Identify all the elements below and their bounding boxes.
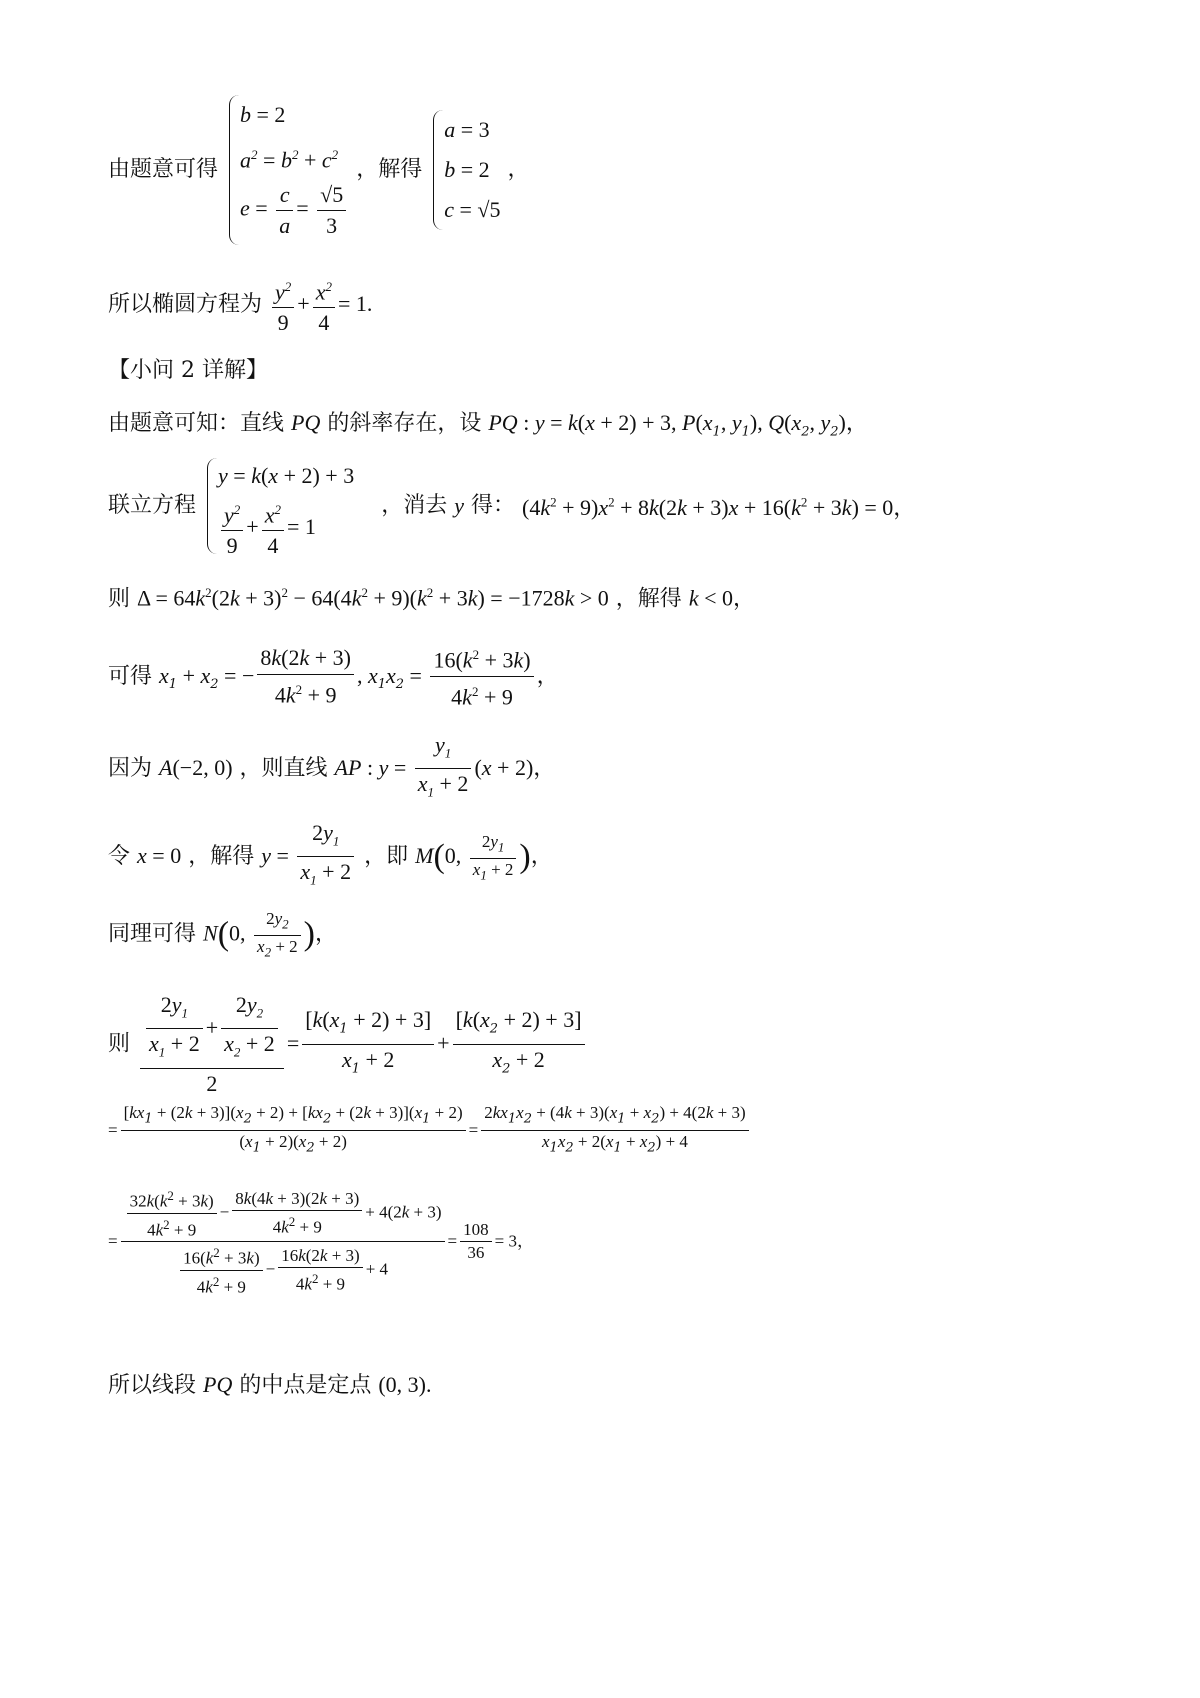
system-2: a = 3 b = 2 c = √5 (433, 110, 500, 230)
text-l10-prefix: 同理可得 (108, 921, 197, 947)
text-l4-mid: 的斜率存在，设 (327, 411, 482, 436)
text-l14-prefix: 所以线段 (108, 1373, 197, 1398)
text-l9-mid: ，解得 (188, 843, 255, 869)
system-1: b = 2 $a^2 = b^2 + c^2$ e = $\frac{c}{a}$ = $\frac{√5}{3}$ (229, 95, 349, 245)
text-l7-prefix: 可得 (108, 663, 153, 689)
point-n-line: 同理可得 N(0, $\frac{2y_2}{x_2 + 2}$ )， (108, 909, 338, 960)
text-l9-prefix: 令 (108, 843, 131, 869)
discriminant-line: 则 $\Delta = 64k^2(2k + 3)^2 - 64(4k^2 + 9)(k^2 + 3k) = -1728k > 0$ ，解得 k < 0， (108, 585, 755, 612)
ellipse-line: 所以椭圆方程为 $\frac{y^2}{9}$ + $\frac{x^2}{4}$ = 1. (108, 272, 372, 338)
text-l5-mid: ，消去 (381, 493, 448, 518)
combined-system-line: 联立方程 y = k(x + 2) + 3 $\frac{y^2}{9}$ + $\frac{x^2}{4}$ = 1 ，消去 y 得： $(4k^2 + 9)x^2 + 8k(2k + 3)x + 16(k^2 + 3k) = 0$， (108, 458, 915, 558)
text-l8-mid: ，则直线 (239, 755, 328, 781)
text-l14-mid: 的中点是定点 (239, 1373, 372, 1398)
text-l11-prefix: 则 (108, 1031, 131, 1057)
midpoint-line: 则 $\frac{2y_1}{x_1 + 2}$ + $\frac{2y_2}{x_2 + 2}$ 2 = $\frac{[k(x_1 + 2) + 3]}{x_1 + 2}$ + $\frac{[k(x_2 + 2) + 3]}{x_2 + 2}$ (108, 990, 588, 1099)
text-l5-mid2: 得： (470, 493, 515, 518)
point-m-line: 令 x = 0 ，解得 y = $\frac{2y_1}{x_1 + 2}$ ，即 M(0, $\frac{2y_1}{x_1 + 2}$ )， (108, 820, 553, 888)
line-pq: 由题意可知：直线 PQ 的斜率存在，设 PQ : y = k(x + 2) + 3, $P(x_1$, $y_1$), $Q(x_2$, $y_2$)， (108, 410, 868, 440)
system-line (108, 95, 529, 255)
text-l1-end: ， (507, 157, 530, 182)
expansion-line: = $\frac{[kx_1 + (2k + 3)](x_2 + 2) + [kx_2 + (2k + 3)](x_1 + 2)}{(x_1 + 2)(x_2 + 2)}$ = $\frac{2kx_1x_2 + (4k + 3)(x_1 + x_2) + 4(2k + 3)}{x_1x_2 + 2(x_1 + x_2) + 4}$ (108, 1102, 752, 1160)
system-3: y = k(x + 2) + 3 $\frac{y^2}{9}$ + $\frac{x^2}{4}$ = 1 (207, 458, 354, 554)
text-l9-mid2: ，即 (364, 843, 409, 869)
text-l1-prefix: 由题意可得 (108, 157, 219, 182)
substitution-line: = $\frac{32k(k^2 + 3k)}{4k^2 + 9}$ − $\frac{8k(4k + 3)(2k + 3)}{4k^2 + 9}$ + 4(2k + 3) $\frac{16(k^2 + 3k)}{4k^2 + 9}$ − $\frac{16k(2k + 3)}{4k^2 + 9}$ + 4 = $\frac{108}{36}$ = 3， (108, 1185, 534, 1299)
text-l6-prefix: 则 (108, 586, 131, 612)
line-ap: 因为 A(−2, 0) ，则直线 AP : y = $\frac{y_1}{x_1 + 2}$ (x + 2)， (108, 732, 556, 800)
text-l6-mid: ，解得 (615, 586, 682, 612)
text-l2-prefix: 所以椭圆方程为 (108, 292, 263, 318)
conclusion-line: 所以线段 PQ 的中点是定点 (0, 3). (108, 1372, 432, 1398)
text-l4-prefix: 由题意可知：直线 (108, 411, 285, 436)
vieta-line: 可得 $x_1 + x_2$ = − $\frac{8k(2k + 3)}{4k^2 + 9}$ , $x_1x_2$ = $\frac{16(k^2 + 3k)}{4k^2 + 9}$ ， (108, 640, 559, 714)
section-heading: 【小问 2 详解】 (108, 358, 268, 383)
text-l8-prefix: 因为 (108, 755, 153, 781)
text-l1-mid: ，解得 (356, 157, 423, 182)
text-l5-prefix: 联立方程 (108, 493, 197, 518)
